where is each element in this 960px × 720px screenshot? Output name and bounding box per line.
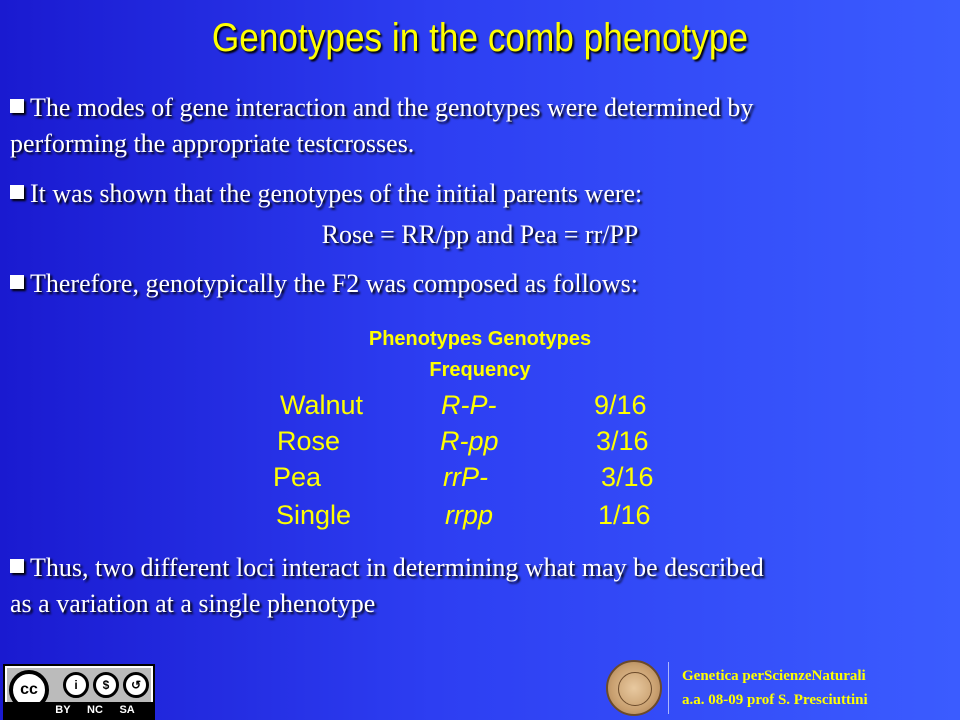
phenotype-cell: Single [276,500,352,530]
square-bullet-icon [10,275,24,289]
frequency-cell: 3/16 [596,426,649,456]
bullet-f2 [10,266,950,302]
cc-labels [5,702,153,718]
frequency-cell: 3/16 [601,462,654,492]
bullet-text-cont: performing the appropriate testcrosses. [10,129,415,158]
by-label: BY [55,704,71,716]
bullet-text: Thus, two different loci interact in determining what may be described [30,553,764,582]
frequency-cell: 1/16 [598,500,651,530]
genotype-cell: rrpp [445,500,494,530]
bullet-parents [10,176,950,212]
bullet-conclusion [10,550,950,622]
genotype-cell: R-P- [441,390,497,420]
cc-logo-icon: cc [9,670,49,710]
square-bullet-icon [10,99,24,113]
phenotype-cell: Walnut [280,390,364,420]
bullet-text: Therefore, genotypically the F2 was composed as follows: [30,269,638,298]
slide-title: Genotypes in the comb phenotype [211,16,749,60]
footer-divider [668,662,669,714]
phenotype-cell: Pea [273,462,322,492]
nc-label: NC [87,704,103,716]
course-name: Genetica perScienzeNaturali [682,668,866,684]
bullet-text: It was shown that the genotypes of the initial parents were: [30,179,643,208]
university-seal-icon [606,660,662,716]
sharealike-icon: ↺ [123,672,149,698]
square-bullet-icon [10,185,24,199]
genotype-cell: R-pp [440,426,499,456]
table-header: Phenotypes Genotypes [368,328,592,350]
square-bullet-icon [10,559,24,573]
phenotype-cell: Rose [277,426,341,456]
bullet-testcrosses [10,90,950,162]
bullet-text: The modes of gene interaction and the genotypes were determined by [30,93,754,122]
creative-commons-icon[interactable] [3,664,155,720]
attribution-icon: i [63,672,89,698]
noncommercial-icon: $ [93,672,119,698]
bullet-text-cont: as a variation at a single phenotype [10,589,376,618]
genotype-cell: rrP- [443,462,488,492]
table-header-frequency: Frequency [429,359,531,381]
footer-credit [682,664,868,712]
frequency-cell: 9/16 [594,390,647,420]
sa-label: SA [119,704,135,716]
seal-inner-ring [618,672,652,706]
course-year-professor: a.a. 08-09 prof S. Presciuttini [682,692,868,708]
parent-genotypes: Rose = RR/pp and Pea = rr/PP [321,220,639,249]
